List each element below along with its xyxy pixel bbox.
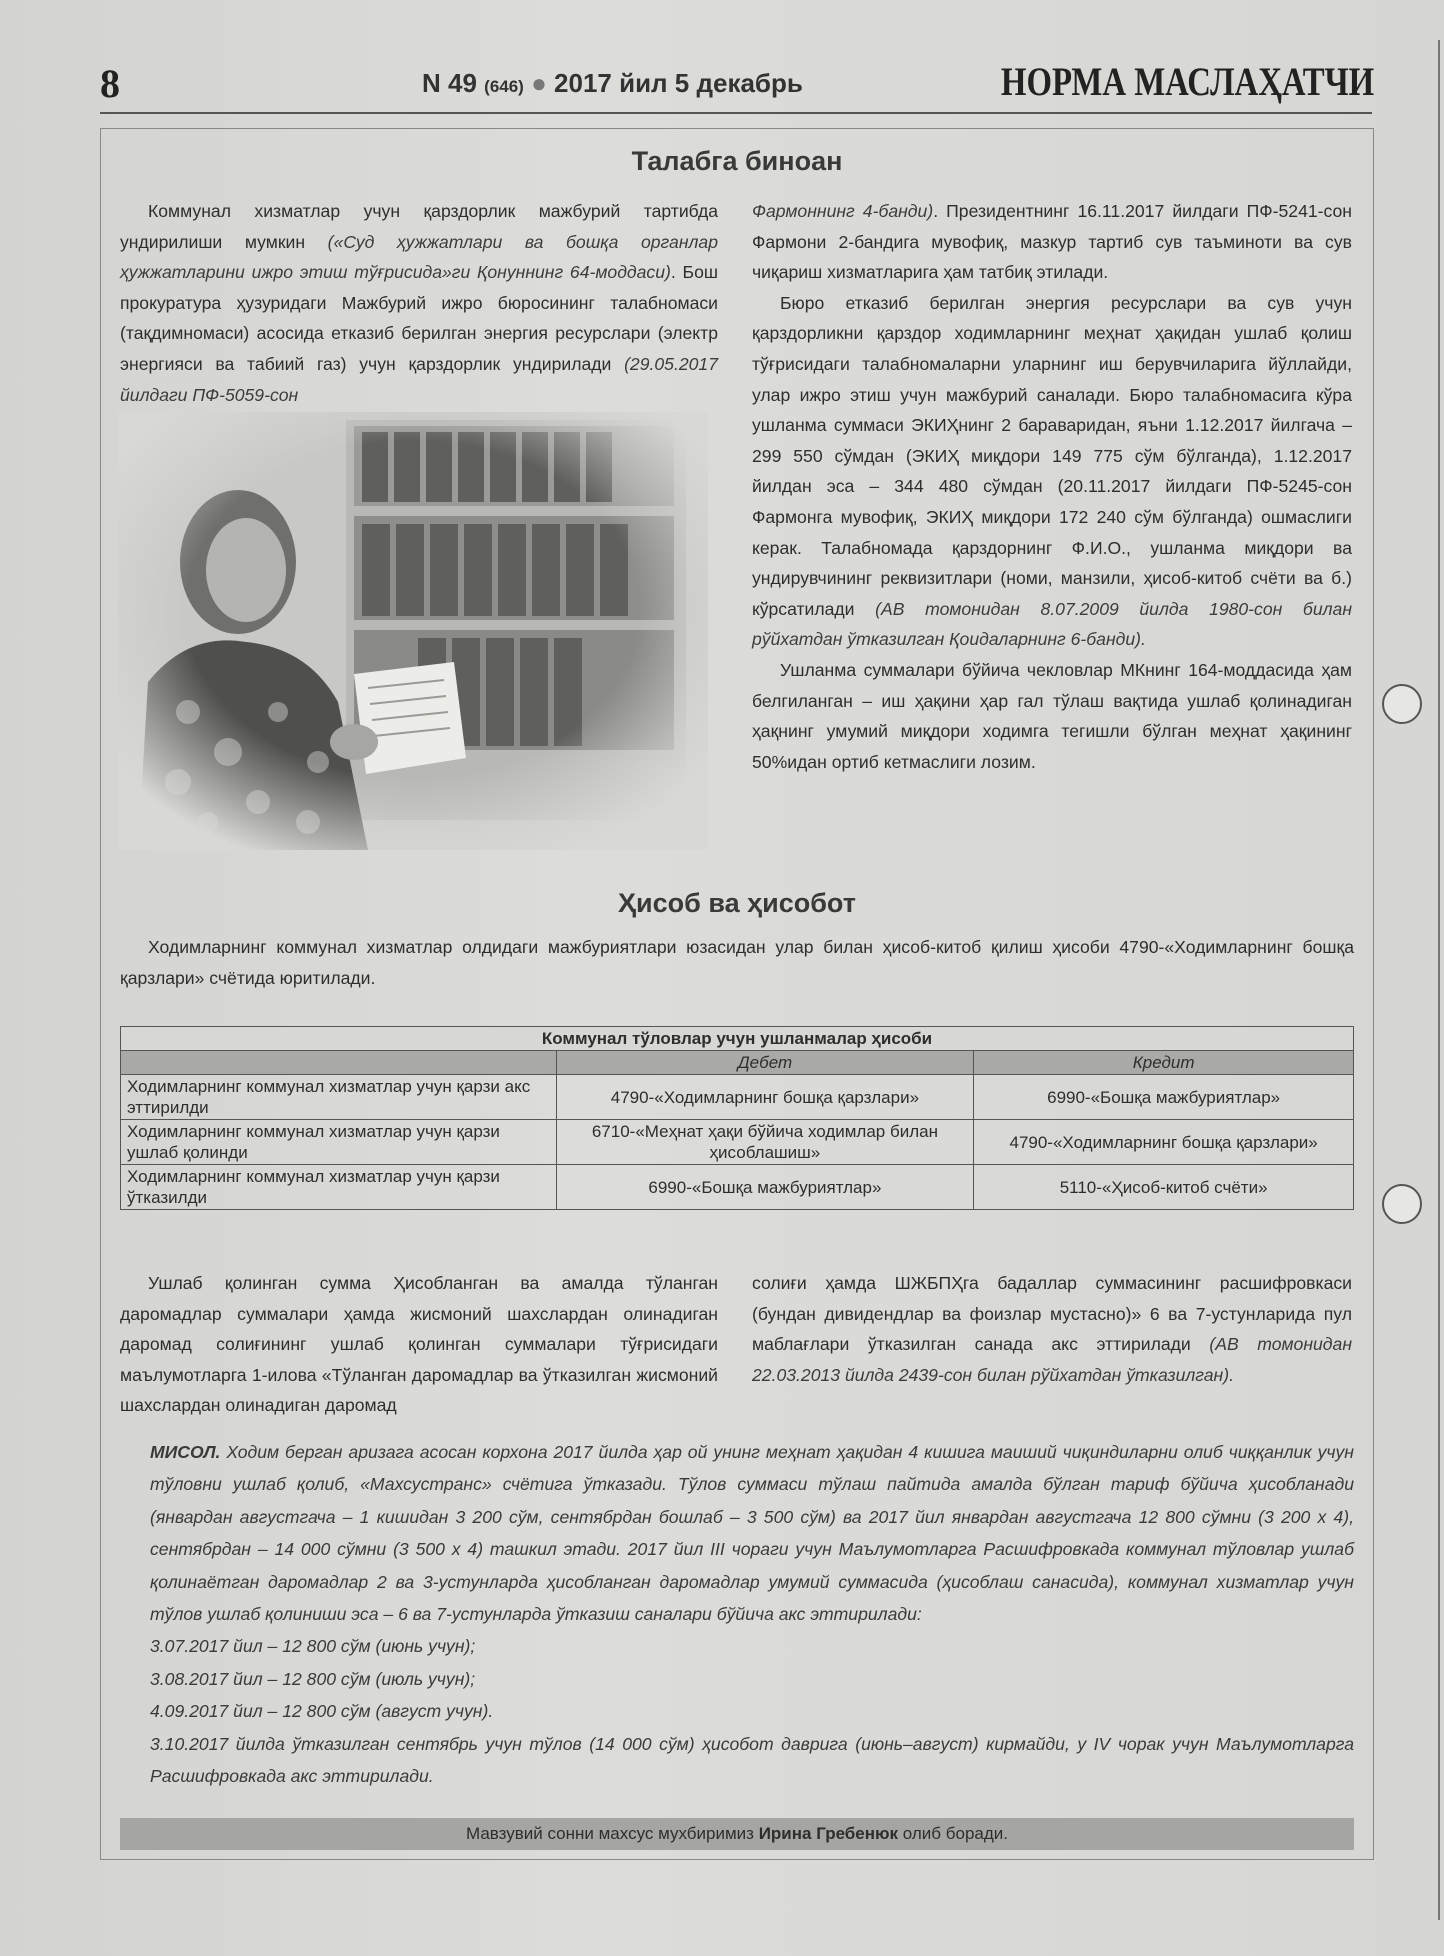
section1-right-ref2: (АВ томонидан 8.07.2009 йилда 1980-сон билан рўйхатдан ўтказилган Қоидаларнинг 6-банди). [752, 598, 1352, 650]
page-number: 8 [100, 61, 120, 106]
example-line: 4.09.2017 йил – 12 800 сўм (август учун). [150, 1701, 494, 1722]
issue-number: N 49 [422, 68, 477, 98]
table-header-debit: Дебет [556, 1051, 974, 1075]
example-line: 3.08.2017 йил – 12 800 сўм (июль учун); [150, 1668, 476, 1689]
office-photo [118, 412, 708, 850]
section1-left-ref2: (29.05.2017 йилдаги ПФ-5059-сон [120, 353, 718, 405]
section-title-accounting: Ҳисоб ва ҳисобот [618, 888, 856, 918]
section1-right-p3: Ушланма суммалари бўйича чекловлар МКнинг 164-моддасида ҳам белгиланган – иш ҳақини ҳар гал тўлаш вақтида ушлаб қолинадиган ҳақнинг умумий миқдори ходимга тегишли бўлган меҳнат ҳақининг 50%идан ортиб кетмаслиги лозим. [752, 659, 1352, 772]
binder-hole-icon [1382, 684, 1422, 724]
example-line: 3.10.2017 йилда ўтказилган сентябрь учун тўлов (14 000 сўм) ҳисобот даврига (июнь–август) кирмайди, у IV чорак учун Маълумотларга Расшифровкада акс эттирилади. [150, 1733, 1354, 1787]
table-row [121, 1075, 1354, 1120]
section2-after-right: солиғи ҳамда ШЖБПҲга бадаллар суммасининг расшифровкаси (бундан дивидендлар ва фоизлар мустасно)» 6 ва 7-устунларида пул маблағлари ўтказилган санада акс эттирилади [752, 1273, 1352, 1355]
table-cell-debit: 4790-«Ходимларнинг бошқа қарзлари» [556, 1075, 974, 1120]
binder-hole-icon [1382, 1184, 1422, 1224]
table-row [121, 1120, 1354, 1165]
example-block [150, 1436, 1354, 1792]
section1-right-column [752, 196, 1352, 777]
table-cell-operation: Ходимларнинг коммунал хизматлар учун қарзи ушлаб қолинди [121, 1120, 557, 1165]
section2-intro [120, 932, 1354, 993]
table-cell-credit: 6990-«Бошқа мажбуриятлар» [974, 1075, 1354, 1120]
section2-after-left: Ушлаб қолинган сумма Ҳисобланган ва амалда тўланган даромадлар суммалари ҳамда жисмоний шахслардан олинадиган даромад солиғининг ушлаб қолинган суммалари тўғрисидаги маълумотларга 1-илова «Тўланган даромадлар ва ўтказилган жисмоний шахслардан олинадиган даромад [120, 1273, 718, 1416]
section2-right-column [752, 1268, 1352, 1390]
section1-left-ref1: («Суд ҳужжатлари ва бошқа органлар ҳужжатларини ижро этиш тўғрисида»ги Қонуннинг 64-моддаси) [120, 231, 718, 283]
section2-after-right-ref: (АВ томонидан 22.03.2013 йилда 2439-сон билан рўйхатдан ўтказилган). [752, 1334, 1352, 1385]
page-edge [1438, 40, 1440, 1920]
accounting-table [120, 1026, 1354, 1210]
section1-left-text: Коммунал хизматлар учун қарздорлик мажбурий тартибда ундирилиши мумкин [120, 201, 718, 252]
section2-left-column [120, 1268, 718, 1421]
bullet-icon: ● [531, 68, 547, 98]
footer-suffix: олиб боради. [902, 1824, 1008, 1843]
section1-right-text1: . Президентнинг 16.11.2017 йилдаги ПФ-5241-сон Фармони 2-бандига мувофиқ, мазкур тартиб сув таъминоти ва сув чиқариш хизматларига ҳам татбиқ этилади. [752, 201, 1352, 283]
table-cell-debit: 6710-«Меҳнат ҳақи бўйича ходимлар билан ҳисоблашиш» [556, 1120, 974, 1165]
issue-info [422, 68, 803, 99]
table-cell-debit: 6990-«Бошқа мажбуриятлар» [556, 1165, 974, 1210]
section-title-demand: Талабга биноан [631, 146, 843, 176]
header-divider [100, 112, 1372, 114]
example-label: МИСОЛ. [150, 1442, 221, 1462]
table-cell-operation: Ходимларнинг коммунал хизматлар учун қарзи ўтказилди [121, 1165, 557, 1210]
newspaper-name: НОРМА МАСЛАҲАТЧИ [1000, 59, 1374, 104]
footer-author: Ирина Гребенюк [758, 1824, 899, 1843]
author-footer [120, 1818, 1354, 1850]
example-line: 3.07.2017 йил – 12 800 сўм (июнь учун); [150, 1636, 476, 1657]
section1-left-column [120, 196, 718, 410]
issue-number-paren: (646) [484, 77, 524, 96]
section1-left-text2: . Бош прокуратура ҳузуридаги Мажбурий ижро бюросининг талабномаси (тақдимномаси) асосида етказиб берилган энергия ресурслари (электр энергияси ва табиий газ) учун қарздорлик ундирилади [120, 262, 718, 374]
section2-intro-text: Ходимларнинг коммунал хизматлар олдидаги мажбуриятлари юзасидан улар билан ҳисоб-китоб қилиш ҳисоби 4790-«Ходимларнинг бошқа қарзлари» счётида юритилади. [120, 937, 1354, 988]
table-cell-credit: 5110-«Ҳисоб-китоб счёти» [974, 1165, 1354, 1210]
footer-prefix: Мавзувий сонни махсус мухбиримиз [465, 1824, 754, 1843]
example-text: Ходим берган аризага асосан корхона 2017 йилда ҳар ой унинг меҳнат ҳақидан 4 кишига маиший чиқиндиларни олиб чиққанлик учун тўловни ушлаб қолиб, «Махсустранс» счётига ўтказади. Тўлов суммаси тўлаш пайтида амалда бўлган тариф бўйича ҳисобланади (январдан августгача – 1 кишидан 3 200 сўм, сентябрдан бошлаб – 3 500 сўм) ва 2017 йил январдан августгача 12 800 сўмни (3 200 х 4), сентябрдан – 14 000 сўмни (3 500 х 4) ташкил этади. 2017 йил III чораги учун Маълумотларга Расшифровкада коммунал тўловлар ушлаб қолинаётган даромадлар 2 ва 3-устунларда ҳисобланган даромадлар умумий суммасида (ҳисоблаш санасида), коммунал хизматлар учун тўлов ушлаб қолиниши эса – 6 ва 7-устунларда ўтказиш саналари бўйича акс эттирилади: [150, 1442, 1354, 1625]
page-header [96, 58, 1374, 110]
table-cell-operation: Ходимларнинг коммунал хизматлар учун қарзи акс эттирилди [121, 1075, 557, 1120]
table-caption: Коммунал тўловлар учун ушланмалар ҳисоби [121, 1027, 1354, 1051]
table-header-credit: Кредит [974, 1051, 1354, 1075]
table-header-blank [121, 1051, 557, 1075]
table-cell-credit: 4790-«Ходимларнинг бошқа қарзлари» [974, 1120, 1354, 1165]
section1-right-p2: Бюро етказиб берилган энергия ресурслари ва сув учун қарздорликни қарздор ходимларнинг меҳнат ҳақидан ушлаб қолиш тўғрисидаги талабномаларни уларнинг иш берувчиларига йўллайди, улар ижро этиш учун мажбурий саналади. Бюро талабномасига кўра ушланма суммаси ЭКИҲнинг 2 бараваридан, яъни 1.12.2017 йилгача – 299 550 сўмдан (ЭКИҲ миқдори 149 775 сўм бўлганда), 1.12.2017 йилдан эса – 344 480 сўмдан (20.11.2017 йилдаги ПФ-5245-сон Фармонга мувофиқ, ЭКИҲ миқдори 172 240 сўм бўлганда) ошмаслиги керак. Талабномада қарздорнинг Ф.И.О., ушланма миқдори ва ундирувчининг реквизитлари (номи, манзили, ҳисоб-китоб счёти ва б.) кўрсатилади [752, 292, 1352, 619]
issue-date: 2017 йил 5 декабрь [554, 68, 803, 98]
table-row [121, 1165, 1354, 1210]
section1-right-ref1: Фармоннинг 4-банди) [752, 201, 934, 221]
